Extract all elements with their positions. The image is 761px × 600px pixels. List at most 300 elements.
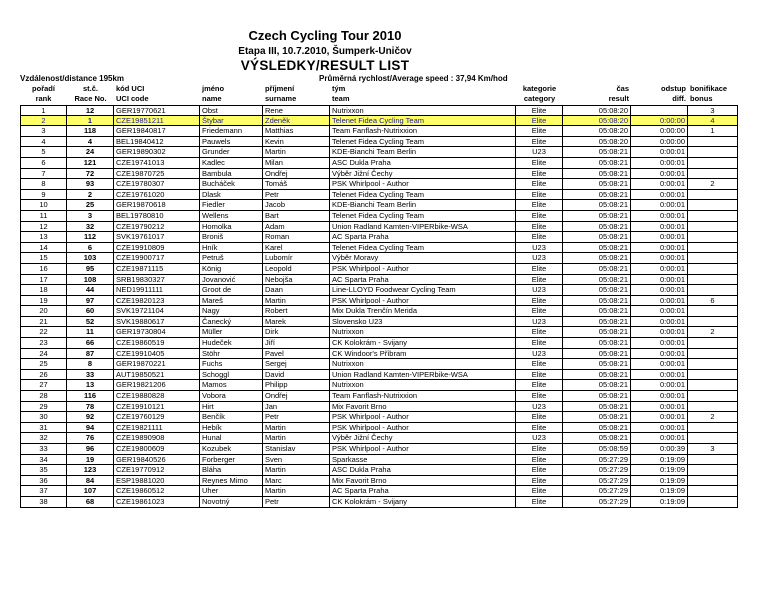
- result-table: [20, 84, 738, 508]
- race-no-cell: 121: [67, 158, 114, 168]
- diff-cell: 0:00:01: [631, 158, 688, 168]
- name-cell: Fuchs: [200, 359, 263, 369]
- bonus-cell: [688, 359, 738, 369]
- time-cell: 05:08:20: [563, 126, 631, 136]
- diff-cell: 0:00:01: [631, 147, 688, 157]
- surname-cell: Ondřej: [263, 169, 330, 179]
- time-cell: 05:08:21: [563, 158, 631, 168]
- rank-cell: 4: [20, 137, 67, 147]
- rank-cell: 15: [20, 253, 67, 263]
- category-cell: Elite: [516, 486, 563, 496]
- surname-cell: Milan: [263, 158, 330, 168]
- time-cell: 05:27:29: [563, 486, 631, 496]
- time-cell: 05:27:29: [563, 476, 631, 486]
- category-cell: Elite: [516, 455, 563, 465]
- race-no-cell: 72: [67, 169, 114, 179]
- diff-cell: 0:00:01: [631, 433, 688, 443]
- time-cell: 05:08:21: [563, 179, 631, 189]
- surname-cell: Petr: [263, 190, 330, 200]
- time-cell: 05:08:21: [563, 402, 631, 412]
- bonus-cell: [688, 190, 738, 200]
- diff-cell: 0:00:01: [631, 370, 688, 380]
- surname-cell: Tomáš: [263, 179, 330, 189]
- time-cell: 05:08:21: [563, 296, 631, 306]
- race-no-cell: 11: [67, 327, 114, 337]
- table-row: [20, 264, 738, 275]
- category-cell: U23: [516, 433, 563, 443]
- uci-code-cell: GER19840526: [114, 455, 200, 465]
- name-cell: Hník: [200, 243, 263, 253]
- race-no-cell: 78: [67, 402, 114, 412]
- team-cell: KDE-Bianchi Team Berlin: [330, 147, 516, 157]
- rank-cell: 16: [20, 264, 67, 274]
- team-cell: CK Kolokrám - Svijany: [330, 338, 516, 348]
- uci-code-cell: CZE19880828: [114, 391, 200, 401]
- diff-cell: 0:00:01: [631, 391, 688, 401]
- team-cell: Telenet Fidea Cycling Team: [330, 137, 516, 147]
- category-cell: Elite: [516, 370, 563, 380]
- bonus-cell: [688, 455, 738, 465]
- surname-cell: Sergej: [263, 359, 330, 369]
- header-rank: pořadí rank: [32, 84, 55, 103]
- uci-code-cell: ESP19881020: [114, 476, 200, 486]
- race-no-cell: 95: [67, 264, 114, 274]
- surname-cell: Rene: [263, 106, 330, 115]
- bonus-cell: [688, 465, 738, 475]
- uci-code-cell: SVK19880617: [114, 317, 200, 327]
- table-row: [20, 380, 738, 391]
- bonus-cell: [688, 497, 738, 507]
- table-row: [20, 465, 738, 476]
- result-list-title: VÝSLEDKY/RESULT LIST: [240, 58, 410, 73]
- time-cell: 05:08:21: [563, 306, 631, 316]
- diff-cell: 0:19:09: [631, 497, 688, 507]
- race-no-cell: 8: [67, 359, 114, 369]
- table-row: [20, 169, 738, 180]
- name-cell: Grunder: [200, 147, 263, 157]
- uci-code-cell: CZE19910405: [114, 349, 200, 359]
- surname-cell: Nebojša: [263, 275, 330, 285]
- uci-code-cell: CZE19770912: [114, 465, 200, 475]
- category-cell: U23: [516, 402, 563, 412]
- category-cell: U23: [516, 243, 563, 253]
- uci-code-cell: SVK19721104: [114, 306, 200, 316]
- surname-cell: Stanislav: [263, 444, 330, 454]
- category-cell: Elite: [516, 211, 563, 221]
- category-cell: Elite: [516, 275, 563, 285]
- team-cell: PSK Whirlpool - Author: [330, 179, 516, 189]
- surname-cell: Marek: [263, 317, 330, 327]
- bonus-cell: [688, 349, 738, 359]
- uci-code-cell: CZE19821111: [114, 423, 200, 433]
- diff-cell: 0:00:01: [631, 190, 688, 200]
- time-cell: 05:08:20: [563, 116, 631, 126]
- team-cell: PSK Whirlpool - Author: [330, 444, 516, 454]
- header-name: jméno name: [202, 84, 225, 103]
- surname-cell: Petr: [263, 497, 330, 507]
- team-cell: CK Kolokrám - Svijany: [330, 497, 516, 507]
- team-cell: CK Windoor's Příbram: [330, 349, 516, 359]
- bonus-cell: [688, 253, 738, 263]
- time-cell: 05:08:59: [563, 444, 631, 454]
- uci-code-cell: CZE19780307: [114, 179, 200, 189]
- team-cell: Telenet Fidea Cycling Team: [330, 190, 516, 200]
- time-cell: 05:08:21: [563, 285, 631, 295]
- race-no-cell: 96: [67, 444, 114, 454]
- time-cell: 05:08:21: [563, 349, 631, 359]
- race-no-cell: 112: [67, 232, 114, 242]
- table-row: [20, 275, 738, 286]
- header-team: tým team: [332, 84, 350, 103]
- rank-cell: 37: [20, 486, 67, 496]
- name-cell: Novotný: [200, 497, 263, 507]
- name-cell: König: [200, 264, 263, 274]
- team-cell: Mix Favorit Brno: [330, 402, 516, 412]
- diff-cell: 0:00:01: [631, 264, 688, 274]
- name-cell: Mareš: [200, 296, 263, 306]
- header-surname: příjmení surname: [265, 84, 297, 103]
- time-cell: 05:08:21: [563, 169, 631, 179]
- bonus-cell: [688, 338, 738, 348]
- bonus-cell: 3: [688, 444, 738, 454]
- diff-cell: 0:00:39: [631, 444, 688, 454]
- team-cell: Line-LLOYD Foodwear Cycling Team: [330, 285, 516, 295]
- surname-cell: Dirk: [263, 327, 330, 337]
- race-no-cell: 66: [67, 338, 114, 348]
- category-cell: Elite: [516, 444, 563, 454]
- rank-cell: 13: [20, 232, 67, 242]
- time-cell: 05:08:21: [563, 327, 631, 337]
- bonus-cell: [688, 169, 738, 179]
- surname-cell: Martin: [263, 296, 330, 306]
- document-header: [0, 28, 650, 73]
- rank-cell: 33: [20, 444, 67, 454]
- time-cell: 05:08:21: [563, 423, 631, 433]
- category-cell: Elite: [516, 423, 563, 433]
- bonus-cell: 4: [688, 116, 738, 126]
- header-race-no: st.č. Race No.: [74, 84, 107, 103]
- bonus-cell: [688, 243, 738, 253]
- uci-code-cell: BEL19840412: [114, 137, 200, 147]
- time-cell: 05:27:29: [563, 497, 631, 507]
- race-no-cell: 4: [67, 137, 114, 147]
- rank-cell: 20: [20, 306, 67, 316]
- race-no-cell: 87: [67, 349, 114, 359]
- surname-cell: Marc: [263, 476, 330, 486]
- team-cell: AC Sparta Praha: [330, 486, 516, 496]
- team-cell: Union Radland Kamten-VIPERbike-WSA: [330, 370, 516, 380]
- bonus-cell: [688, 147, 738, 157]
- diff-cell: 0:00:01: [631, 211, 688, 221]
- surname-cell: Jiří: [263, 338, 330, 348]
- table-row: [20, 222, 738, 233]
- team-cell: Nutrixxon: [330, 359, 516, 369]
- category-cell: Elite: [516, 158, 563, 168]
- time-cell: 05:08:20: [563, 106, 631, 115]
- category-cell: Elite: [516, 380, 563, 390]
- race-no-cell: 12: [67, 106, 114, 115]
- diff-cell: 0:00:01: [631, 200, 688, 210]
- table-row: [20, 211, 738, 222]
- name-cell: Uher: [200, 486, 263, 496]
- uci-code-cell: SRB19830327: [114, 275, 200, 285]
- surname-cell: Adam: [263, 222, 330, 232]
- surname-cell: Petr: [263, 412, 330, 422]
- uci-code-cell: GER19840817: [114, 126, 200, 136]
- diff-cell: 0:00:01: [631, 380, 688, 390]
- time-cell: 05:08:21: [563, 317, 631, 327]
- rank-cell: 3: [20, 126, 67, 136]
- name-cell: Forberger: [200, 455, 263, 465]
- rank-cell: 17: [20, 275, 67, 285]
- diff-cell: 0:00:00: [631, 126, 688, 136]
- race-no-cell: 93: [67, 179, 114, 189]
- name-cell: Štybar: [200, 116, 263, 126]
- rank-cell: 12: [20, 222, 67, 232]
- team-cell: Výběr Jižní Čechy: [330, 433, 516, 443]
- table-row: [20, 190, 738, 201]
- race-no-cell: 25: [67, 200, 114, 210]
- uci-code-cell: CZE19870725: [114, 169, 200, 179]
- table-row: [20, 137, 738, 148]
- rank-cell: 36: [20, 476, 67, 486]
- uci-code-cell: CZE19761020: [114, 190, 200, 200]
- team-cell: KDE-Bianchi Team Berlin: [330, 200, 516, 210]
- name-cell: Benčík: [200, 412, 263, 422]
- rank-cell: 11: [20, 211, 67, 221]
- race-no-cell: 19: [67, 455, 114, 465]
- rank-cell: 27: [20, 380, 67, 390]
- race-no-cell: 107: [67, 486, 114, 496]
- bonus-cell: [688, 486, 738, 496]
- category-cell: Elite: [516, 137, 563, 147]
- uci-code-cell: CZE19790212: [114, 222, 200, 232]
- surname-cell: Ondřej: [263, 391, 330, 401]
- rank-cell: 34: [20, 455, 67, 465]
- category-cell: Elite: [516, 359, 563, 369]
- name-cell: Hunal: [200, 433, 263, 443]
- uci-code-cell: CZE19860512: [114, 486, 200, 496]
- table-row: [20, 359, 738, 370]
- table-row: [20, 391, 738, 402]
- surname-cell: Robert: [263, 306, 330, 316]
- category-cell: Elite: [516, 391, 563, 401]
- category-cell: U23: [516, 349, 563, 359]
- race-no-cell: 6: [67, 243, 114, 253]
- rank-cell: 24: [20, 349, 67, 359]
- name-cell: Groot de: [200, 285, 263, 295]
- table-row: [20, 402, 738, 413]
- rank-cell: 8: [20, 179, 67, 189]
- uci-code-cell: CZE19820123: [114, 296, 200, 306]
- bonus-cell: [688, 317, 738, 327]
- uci-code-cell: GER19890302: [114, 147, 200, 157]
- bonus-cell: [688, 370, 738, 380]
- rank-cell: 18: [20, 285, 67, 295]
- uci-code-cell: AUT19850521: [114, 370, 200, 380]
- team-cell: AC Sparta Praha: [330, 275, 516, 285]
- name-cell: Petruš: [200, 253, 263, 263]
- bonus-cell: [688, 391, 738, 401]
- surname-cell: Zdeněk: [263, 116, 330, 126]
- time-cell: 05:08:21: [563, 264, 631, 274]
- category-cell: Elite: [516, 169, 563, 179]
- bonus-cell: [688, 264, 738, 274]
- time-cell: 05:08:21: [563, 190, 631, 200]
- uci-code-cell: CZE19760129: [114, 412, 200, 422]
- category-cell: Elite: [516, 200, 563, 210]
- team-cell: PSK Whirlpool - Author: [330, 423, 516, 433]
- table-row: [20, 306, 738, 317]
- time-cell: 05:08:21: [563, 370, 631, 380]
- table-row: [20, 179, 738, 190]
- team-cell: PSK Whirlpool - Author: [330, 296, 516, 306]
- team-cell: Mix Favorit Brno: [330, 476, 516, 486]
- diff-cell: 0:00:00: [631, 116, 688, 126]
- diff-cell: 0:00:01: [631, 327, 688, 337]
- uci-code-cell: CZE19910121: [114, 402, 200, 412]
- bonus-cell: [688, 200, 738, 210]
- diff-cell: 0:00:01: [631, 402, 688, 412]
- bonus-cell: [688, 380, 738, 390]
- name-cell: Reynes Mimo: [200, 476, 263, 486]
- diff-cell: 0:00:01: [631, 243, 688, 253]
- race-no-cell: 33: [67, 370, 114, 380]
- time-cell: 05:08:21: [563, 211, 631, 221]
- rank-cell: 32: [20, 433, 67, 443]
- bonus-cell: [688, 433, 738, 443]
- time-cell: 05:08:21: [563, 433, 631, 443]
- rank-cell: 35: [20, 465, 67, 475]
- surname-cell: Sven: [263, 455, 330, 465]
- diff-cell: 0:00:01: [631, 306, 688, 316]
- diff-cell: 0:19:09: [631, 476, 688, 486]
- category-cell: Elite: [516, 327, 563, 337]
- name-cell: Schoggl: [200, 370, 263, 380]
- time-cell: 05:08:20: [563, 137, 631, 147]
- team-cell: Nutrixxon: [330, 327, 516, 337]
- uci-code-cell: CZE19741013: [114, 158, 200, 168]
- category-cell: Elite: [516, 412, 563, 422]
- rank-cell: 7: [20, 169, 67, 179]
- surname-cell: Martin: [263, 423, 330, 433]
- uci-code-cell: GER19870221: [114, 359, 200, 369]
- table-row: [20, 317, 738, 328]
- table-row: [20, 200, 738, 211]
- bonus-cell: [688, 402, 738, 412]
- name-cell: Homolka: [200, 222, 263, 232]
- race-no-cell: 13: [67, 380, 114, 390]
- race-no-cell: 108: [67, 275, 114, 285]
- category-cell: Elite: [516, 106, 563, 115]
- time-cell: 05:08:21: [563, 359, 631, 369]
- diff-cell: 0:00:01: [631, 179, 688, 189]
- surname-cell: Martin: [263, 433, 330, 443]
- category-cell: Elite: [516, 476, 563, 486]
- header-category: kategorie category: [522, 84, 557, 103]
- surname-cell: Pavel: [263, 349, 330, 359]
- team-cell: Výběr Jižní Čechy: [330, 169, 516, 179]
- uci-code-cell: NED19911111: [114, 285, 200, 295]
- table-row: [20, 423, 738, 434]
- race-no-cell: 116: [67, 391, 114, 401]
- uci-code-cell: CZE19851211: [114, 116, 200, 126]
- surname-cell: Roman: [263, 232, 330, 242]
- uci-code-cell: CZE19861023: [114, 497, 200, 507]
- diff-cell: 0:00:01: [631, 359, 688, 369]
- bonus-cell: [688, 137, 738, 147]
- uci-code-cell: GER19770621: [114, 106, 200, 115]
- name-cell: Čanecký: [200, 317, 263, 327]
- team-cell: Union Radland Kamten-VIPERbike-WSA: [330, 222, 516, 232]
- uci-code-cell: GER19870618: [114, 200, 200, 210]
- diff-cell: 0:00:00: [631, 137, 688, 147]
- bonus-cell: 6: [688, 296, 738, 306]
- table-row: [20, 296, 738, 307]
- surname-cell: Martin: [263, 465, 330, 475]
- bonus-cell: [688, 476, 738, 486]
- table-body: [20, 105, 738, 508]
- team-cell: ASC Dukla Praha: [330, 158, 516, 168]
- race-no-cell: 60: [67, 306, 114, 316]
- category-cell: U23: [516, 317, 563, 327]
- bonus-cell: [688, 285, 738, 295]
- race-no-cell: 92: [67, 412, 114, 422]
- uci-code-cell: SVK19761017: [114, 232, 200, 242]
- category-cell: Elite: [516, 264, 563, 274]
- table-row: [20, 253, 738, 264]
- diff-cell: 0:00:01: [631, 222, 688, 232]
- table-row: [20, 497, 738, 508]
- bonus-cell: 2: [688, 327, 738, 337]
- surname-cell: Philipp: [263, 380, 330, 390]
- race-no-cell: 123: [67, 465, 114, 475]
- time-cell: 05:08:21: [563, 253, 631, 263]
- table-row: [20, 476, 738, 487]
- name-cell: Kozubek: [200, 444, 263, 454]
- header-uci: kód UCI UCI code: [116, 84, 149, 103]
- bonus-cell: [688, 158, 738, 168]
- diff-cell: 0:19:09: [631, 486, 688, 496]
- rank-cell: 23: [20, 338, 67, 348]
- race-no-cell: 84: [67, 476, 114, 486]
- surname-cell: Jan: [263, 402, 330, 412]
- surname-cell: Martin: [263, 486, 330, 496]
- time-cell: 05:08:21: [563, 222, 631, 232]
- category-cell: Elite: [516, 296, 563, 306]
- surname-cell: Leopold: [263, 264, 330, 274]
- diff-cell: 0:00:01: [631, 232, 688, 242]
- name-cell: Stöhr: [200, 349, 263, 359]
- table-row: [20, 232, 738, 243]
- rank-cell: 31: [20, 423, 67, 433]
- name-cell: Bambula: [200, 169, 263, 179]
- diff-cell: 0:00:01: [631, 285, 688, 295]
- bonus-cell: [688, 211, 738, 221]
- surname-cell: Bart: [263, 211, 330, 221]
- surname-cell: David: [263, 370, 330, 380]
- team-cell: Telenet Fidea Cycling Team: [330, 211, 516, 221]
- bonus-cell: 1: [688, 126, 738, 136]
- rank-cell: 5: [20, 147, 67, 157]
- table-row: [20, 370, 738, 381]
- name-cell: Hirt: [200, 402, 263, 412]
- team-cell: PSK Whirlpool - Author: [330, 412, 516, 422]
- table-row: [20, 285, 738, 296]
- category-cell: Elite: [516, 306, 563, 316]
- name-cell: Hebík: [200, 423, 263, 433]
- uci-code-cell: CZE19860519: [114, 338, 200, 348]
